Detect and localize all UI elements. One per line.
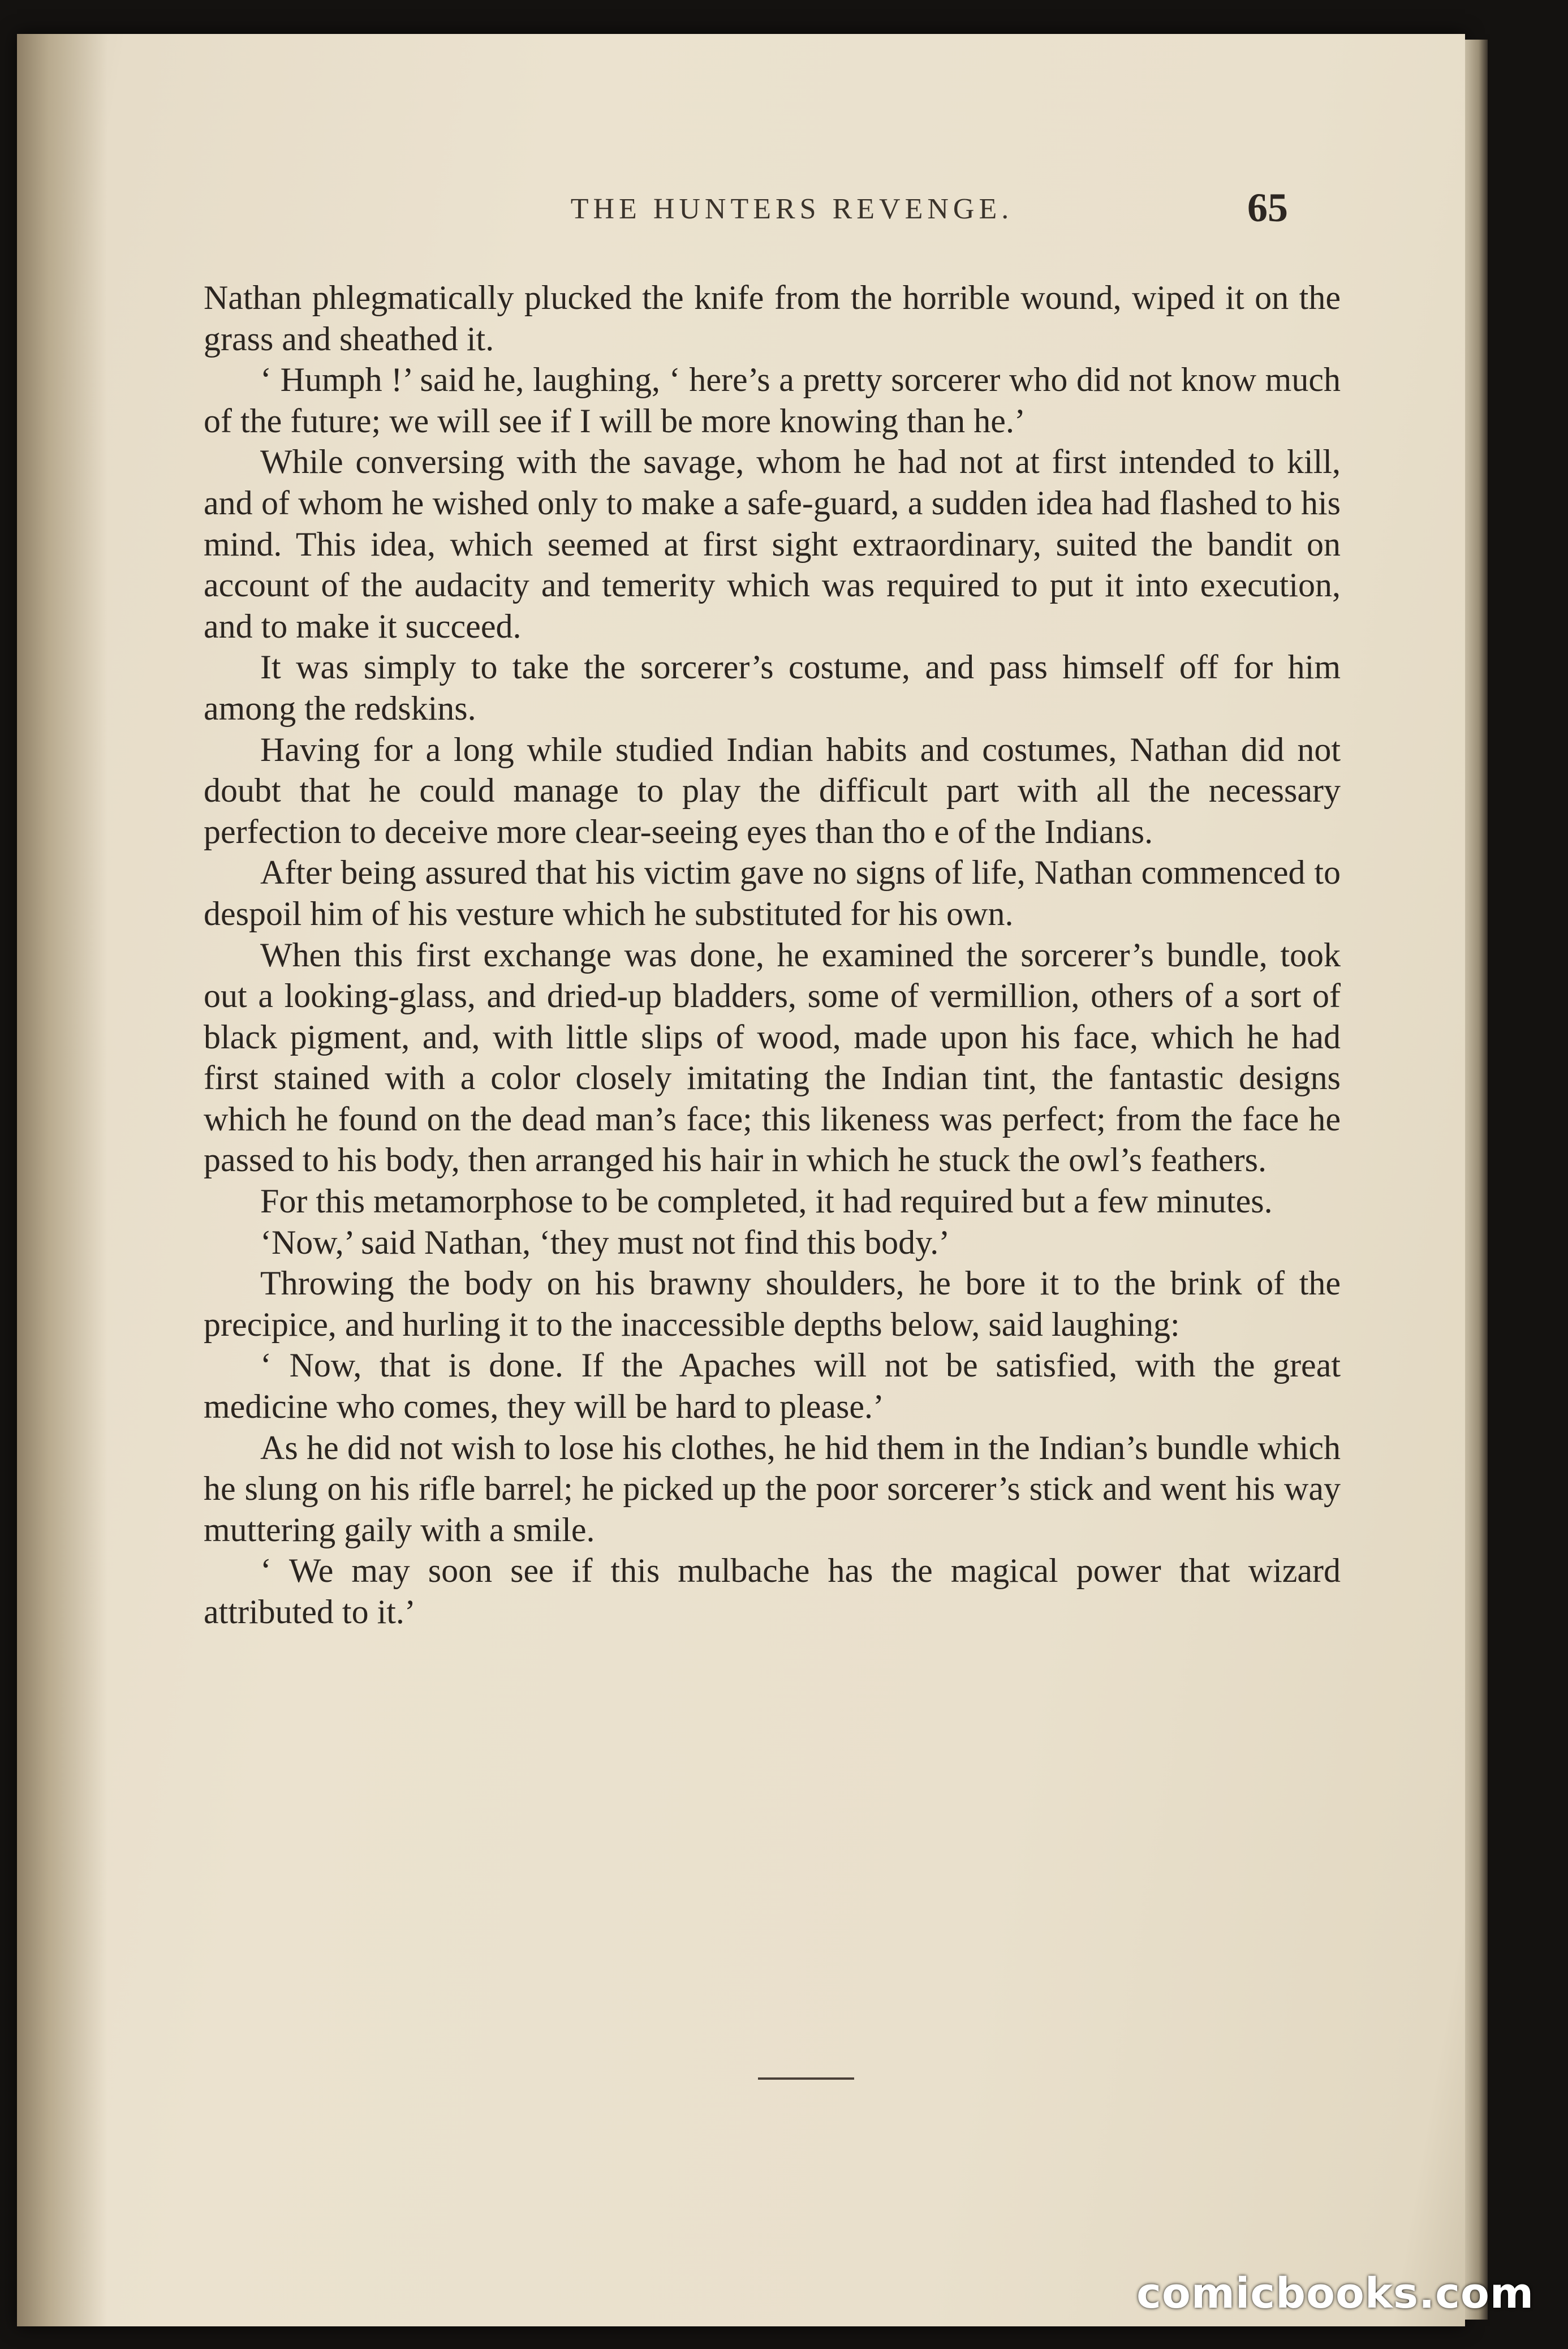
running-head [17, 185, 1465, 243]
book-page [17, 34, 1465, 2326]
section-end-rule [758, 2077, 854, 2080]
paragraph: For this metamorphose to be completed, it had required but a few minutes. [260, 1182, 1273, 1220]
paragraph: While conversing with the savage, whom he had not at first intended to kill, and of whom he wished only to make a safe-guard, a sudden idea had flashed to his mind. This idea, which seemed at first sight extraordinary, suited the bandit on account of the audacity and temerity which was required to put it into execution, and to make it succeed. [204, 443, 1341, 645]
page-number: 65 [1247, 185, 1288, 230]
paragraph: Nathan phlegmatically plucked the knife from the horrible wound, wiped it on the grass and sheathed it. [204, 279, 1341, 358]
running-head-title: THE HUNTERS REVENGE. [570, 193, 1014, 225]
body-text [204, 277, 1341, 1633]
paragraph: Throwing the body on his brawny shoulders, he bore it to the brink of the precipice, and hurling it to the inaccessible depths below, said laughing: [204, 1264, 1341, 1343]
page-edge [1465, 40, 1488, 2320]
paragraph: After being assured that his victim gave no signs of life, Nathan commenced to despoil him of his vesture which he substituted for his own. [204, 854, 1341, 932]
paragraph: ‘Now,’ said Nathan, ‘they must not find this body.’ [260, 1223, 950, 1261]
paragraph: It was simply to take the sorcerer’s costume, and pass himself off for him among the redskins. [204, 648, 1341, 727]
paragraph: When this first exchange was done, he examined the sorcerer’s bundle, took out a looking-glass, and dried-up bladders, some of vermillion, others of a sort of black pigment, and, with little slips of wood, made upon his face, which he had first stained with a color closely imitating the Indian tint, the fantastic designs which he found on the dead man’s face; this likeness was perfect; from the face he passed to his body, then arranged his hair in which he stuck the owl’s feathers. [204, 936, 1341, 1179]
paragraph: As he did not wish to lose his clothes, he hid them in the Indian’s bundle which he slung on his rifle barrel; he picked up the poor sorcerer’s stick and went his way muttering gaily with a smile. [204, 1429, 1341, 1548]
paragraph: Having for a long while studied Indian habits and costumes, Nathan did not doubt that he could manage to play the difficult part with all the necessary perfection to deceive more clear-seeing eyes than tho e of the Indians. [204, 730, 1341, 850]
paragraph: ‘ Now, that is done. If the Apaches will not be satisfied, with the great medicine who comes, they will be hard to please.’ [204, 1346, 1341, 1426]
binding-gutter [17, 34, 107, 2326]
paragraph: ‘ Humph !’ said he, laughing, ‘ here’s a pretty sorcerer who did not know much of the future; we will see if I will be more knowing than he.’ [204, 361, 1341, 440]
watermark: comicbooks.com [1136, 2269, 1534, 2318]
paragraph: ‘ We may soon see if this mulbache has the magical power that wizard attributed to it.’ [204, 1552, 1341, 1630]
